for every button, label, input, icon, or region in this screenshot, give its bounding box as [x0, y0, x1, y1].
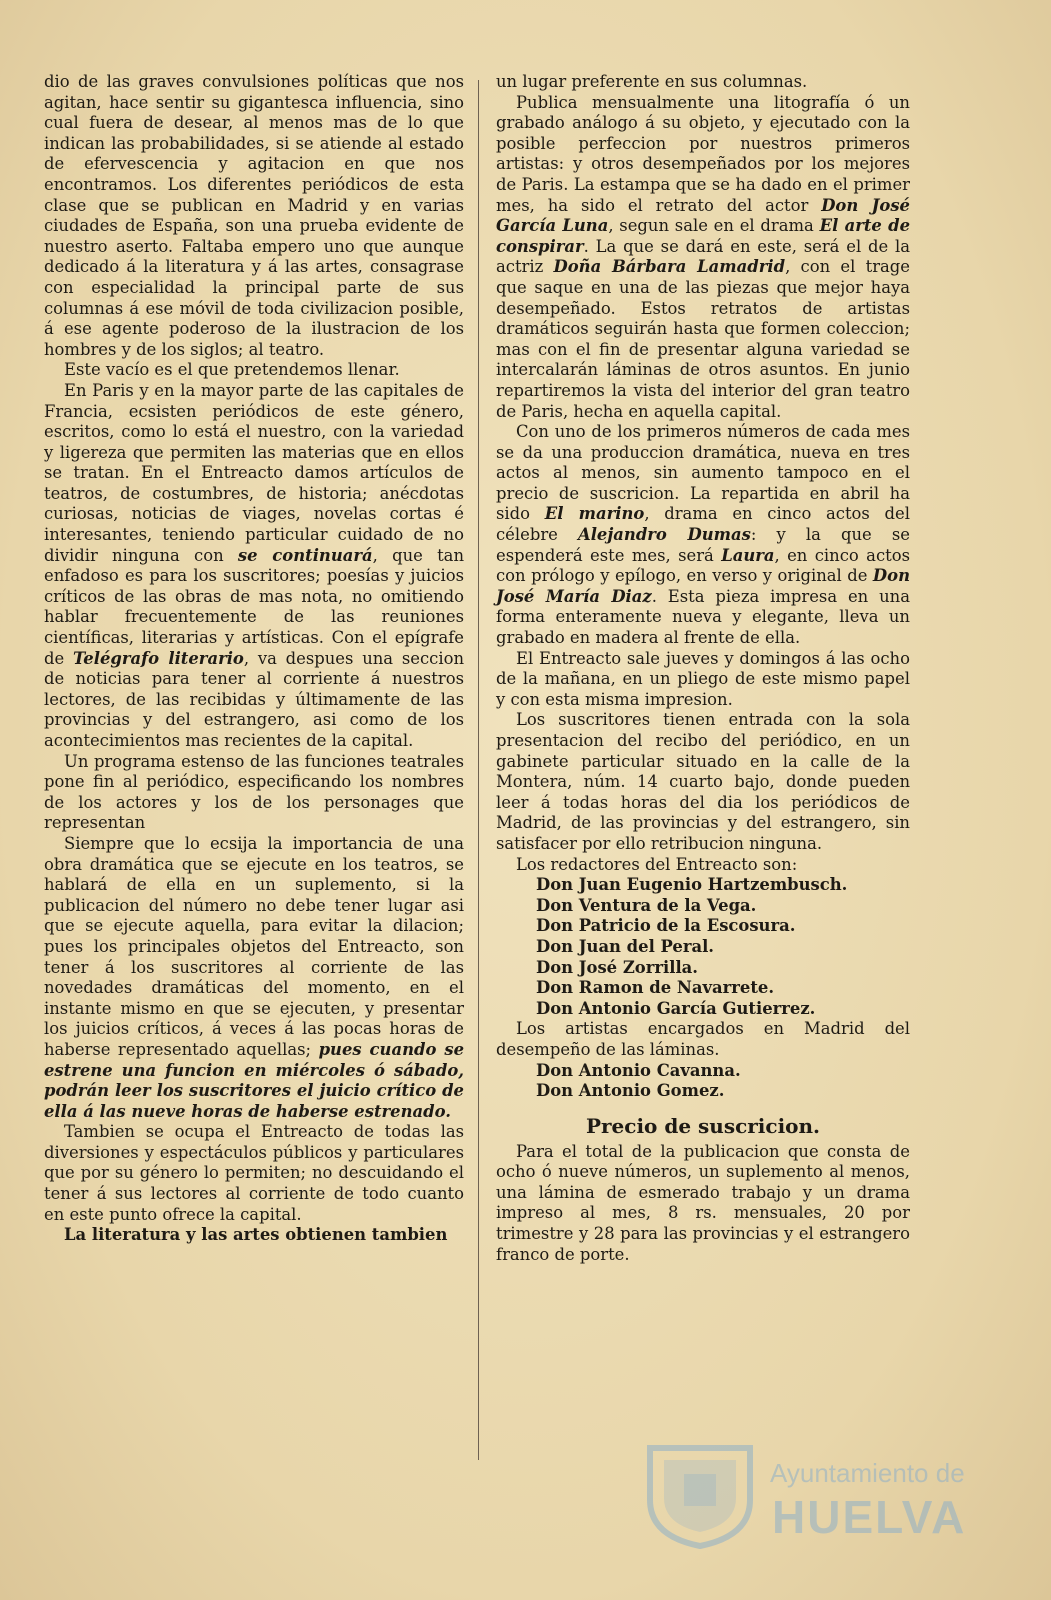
price-heading: Precio de suscricion. [585, 1113, 821, 1138]
watermark [640, 1440, 980, 1550]
artist-name: Don Antonio Cavanna. [536, 1060, 741, 1080]
text-run: , segun sale en el drama [608, 216, 820, 236]
column-divider [478, 80, 479, 1460]
artist-name: Don Antonio Gomez. [536, 1081, 725, 1101]
paragraph-diversiones: Tambien se ocupa el Entreacto de todas las diversiones y espectáculos públicos y particulares que por su género lo permiten; no descuidando el tener á sus lectores al corriente de todo cuanto en este punto ofrece la capital. [44, 1122, 464, 1224]
text-run: , drama en cinco actos del célebre [496, 504, 910, 545]
paragraph-theatre-intro: dio de las graves convulsiones políticas que nos agitan, hace sentir su gigantesca influencia, sino cual fuera de desear, al menos mas de lo que indican las probabilidades, si se atiende al estado de efervescencia y agitacion en que nos encontramos. Los diferentes periódicos de esta clase que se publican en Madrid y en varias ciudades de España, son una prueba evidente de nuestro aserto. Faltaba empero uno que aunque dedicado á la literatura y á las artes, consagrase con especialidad la principal parte de sus columnas á ese móvil de toda civilizacion posible, á ese agente poderoso de la ilustracion de los hombres y de los siglos; al teatro. [44, 72, 464, 359]
paragraph-sale: El Entreacto sale jueves y domingos á las ocho de la mañana, en un pliego de este mismo papel y con esta misma impresion. [496, 648, 910, 709]
editor-name: Don Juan Eugenio Hartzembusch. [536, 875, 848, 895]
paragraph-literatura: La literatura y las artes obtienen tambien [64, 1225, 448, 1245]
italic-phrase: pues cuando se estrene una funcion en miércoles ó sábado, podrán leer los suscritores el juicio crítico de ella á las nueve horas de haberse estrenado. [44, 1039, 465, 1121]
italic-phrase: Don José María Diaz [496, 566, 910, 606]
italic-phrase: Doña Bárbara Lamadrid [553, 257, 786, 277]
text-run: , en cinco actos con prólogo y epílogo, en verso y original de [496, 545, 910, 586]
editors-list [536, 875, 910, 1019]
editor-name: Don José Zorrilla. [536, 957, 698, 977]
editor-name: Don Antonio García Gutierrez. [536, 998, 816, 1018]
italic-phrase: se continuará [237, 545, 373, 565]
left-column [44, 72, 464, 1246]
text-run: Publica mensualmente una litografía ó un grabado análogo á su objeto, y ejecutado con la posible perfeccion por nuestros primeros artistas: y otros desempeñados por los mejores de Paris. La estampa que se ha dado en el primer mes, ha sido el retrato del actor [496, 92, 910, 215]
paragraph-columnas: un lugar preferente en sus columnas. [496, 72, 808, 91]
italic-phrase: Alejandro Dumas [577, 525, 751, 545]
paragraph-artistas: Los artistas encargados en Madrid del desempeño de las láminas. [496, 1019, 910, 1059]
editor-name: Don Ramon de Navarrete. [536, 978, 775, 998]
watermark-line2: HUELVA [772, 1491, 967, 1543]
text-run: Siempre que lo ecsija la importancia de una obra dramática que se ejecute en los teatros, se hablará de ella en un suplemento, si la publicacion del número no debe tener lugar asi que se ejecute aquella, para evitar la dilacion; pues los principales objetos del Entreacto, son tener á los suscritores al corriente de las novedades dramáticas del momento, en el instante mismo en que se ejecuten, y presentar los juicios críticos, á veces á las pocas horas de haberse representado aquellas; [44, 833, 464, 1059]
text-run: , va despues una seccion de noticias para tener al corriente á nuestros lectores, de las recibidas y últimamente de las provincias y del estrangero, asi como de los acontecimientos mas recientes de la capital. [44, 648, 464, 750]
text-run: Con uno de los primeros números de cada mes se da una produccion dramática, nueva en tres actos al menos, sin aumento tampoco en el precio de suscricion. La repartida en abril ha sido [496, 422, 910, 524]
paragraph-litografia [496, 93, 910, 423]
editor-name: Don Juan del Peral. [536, 936, 715, 956]
text-run: . La que se dará en este, será el de la actriz [496, 236, 910, 277]
editor-name: Don Patricio de la Escosura. [536, 916, 796, 936]
italic-phrase: Telégrafo literario [72, 648, 244, 668]
italic-phrase: El marino [544, 504, 645, 524]
paragraph-suscritores: Los suscritores tienen entrada con la sola presentacion del recibo del periódico, en un gabinete particular situado en la calle de la Montera, núm. 14 cuarto bajo, donde pueden leer á todas horas del dia los periódicos de Madrid, de las provincias y del estrangero, sin satisfacer por ello retribucion ninguna. [496, 710, 910, 853]
italic-phrase: El arte de conspirar [496, 216, 911, 256]
paragraph-paris [44, 381, 464, 752]
artists-list [536, 1061, 910, 1102]
editor-name: Don Ventura de la Vega. [536, 895, 757, 915]
watermark-line1: Ayuntamiento de [770, 1458, 965, 1488]
text-run: , que tan enfadoso es para los suscritores; poesías y juicios críticos de las obras de mas nota, no omitiendo hablar frecuentemente de las reuniones científicas, literarias y artísticas. Con el epígrafe de [44, 545, 465, 668]
text-run: . Esta pieza impresa en una forma enteramente nueva y elegante, lleva un grabado en madera al frente de ella. [496, 586, 910, 648]
paragraph-redactores: Los redactores del Entreacto son: [516, 854, 798, 874]
paragraph-suplemento [44, 834, 464, 1122]
paragraph-programa: Un programa estenso de las funciones teatrales pone fin al periódico, especificando los nombres de los actores y los de los personages que representan [44, 751, 464, 833]
italic-phrase: Don José García Luna [496, 195, 910, 236]
paragraph-price: Para el total de la publicacion que consta de ocho ó nueve números, un suplemento al menos, una lámina de esmerado trabajo y un drama impreso al mes, 8 rs. mensuales, 20 por trimestre y 28 para las provincias y el estrangero franco de porte. [496, 1141, 910, 1264]
right-column [496, 72, 910, 1265]
paragraph-produccion [496, 422, 910, 649]
text-run: En Paris y en la mayor parte de las capitales de Francia, ecsisten periódicos de este género, escritos, como lo está el nuestro, con la variedad y ligereza que permiten las materias que en ellos se tratan. En el Entreacto damos artículos de teatros, de costumbres, de historia; anécdotas curiosas, noticias de viages, novelas cortas é interesantes, teniendo particular cuidado de no dividir ninguna con [44, 380, 464, 565]
text-run: : y la que se espenderá este mes, será [496, 525, 910, 565]
italic-phrase: Laura [721, 545, 775, 565]
text-run: , con el trage que saque en una de las piezas que mejor haya desempeñado. Estos retratos de artistas dramáticos seguirán hasta que formen coleccion; mas con el fin de presentar alguna variedad se intercalarán láminas de otros asuntos. En junio repartiremos la vista del interior del gran teatro de Paris, hecha en aquella capital. [496, 257, 910, 421]
paragraph-vacio: Este vacío es el que pretendemos llenar. [64, 360, 400, 380]
coat-of-arms-icon [640, 1440, 760, 1550]
